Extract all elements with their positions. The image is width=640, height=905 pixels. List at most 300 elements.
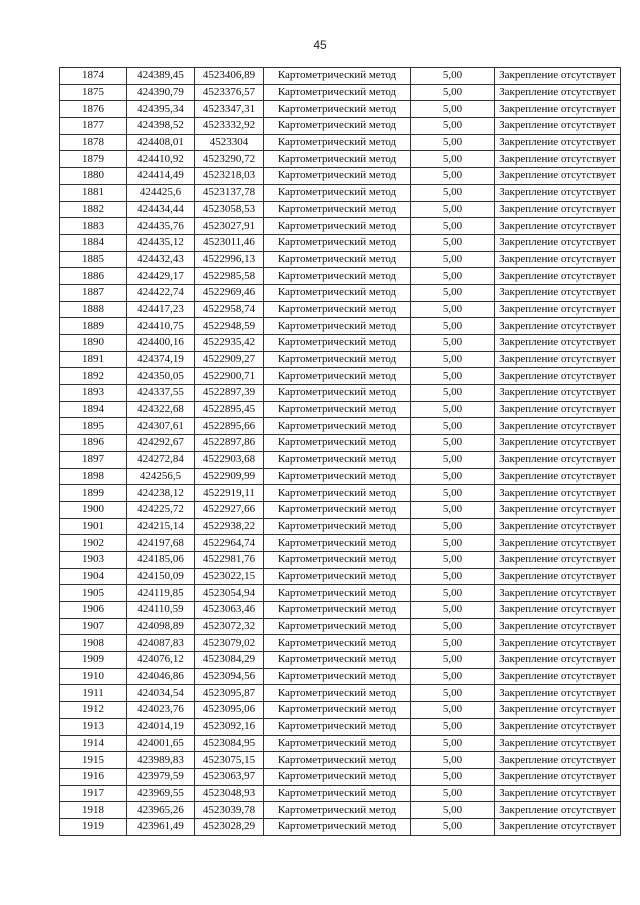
point-number-cell: 1888 xyxy=(60,301,127,318)
fixing-cell: Закрепление отсутствует xyxy=(495,401,621,418)
y-coordinate-cell: 4523304 xyxy=(195,134,264,151)
error-cell: 5,00 xyxy=(411,84,495,101)
x-coordinate-cell: 424435,76 xyxy=(127,218,195,235)
table-row xyxy=(60,585,621,602)
y-coordinate-cell: 4523332,92 xyxy=(195,118,264,135)
table-row xyxy=(60,385,621,402)
point-number-cell: 1899 xyxy=(60,485,127,502)
x-coordinate-cell: 424215,14 xyxy=(127,518,195,535)
x-coordinate-cell: 424087,83 xyxy=(127,635,195,652)
y-coordinate-cell: 4523054,94 xyxy=(195,585,264,602)
table-row xyxy=(60,68,621,85)
y-coordinate-cell: 4523095,87 xyxy=(195,685,264,702)
y-coordinate-cell: 4522981,76 xyxy=(195,551,264,568)
x-coordinate-cell: 424256,5 xyxy=(127,468,195,485)
x-coordinate-cell: 424422,74 xyxy=(127,284,195,301)
fixing-cell: Закрепление отсутствует xyxy=(495,68,621,85)
table-row xyxy=(60,818,621,835)
y-coordinate-cell: 4523039,78 xyxy=(195,802,264,819)
table-row xyxy=(60,151,621,168)
error-cell: 5,00 xyxy=(411,368,495,385)
error-cell: 5,00 xyxy=(411,101,495,118)
y-coordinate-cell: 4522897,86 xyxy=(195,435,264,452)
fixing-cell: Закрепление отсутствует xyxy=(495,568,621,585)
fixing-cell: Закрепление отсутствует xyxy=(495,468,621,485)
y-coordinate-cell: 4523094,56 xyxy=(195,668,264,685)
y-coordinate-cell: 4523011,46 xyxy=(195,234,264,251)
error-cell: 5,00 xyxy=(411,118,495,135)
x-coordinate-cell: 424001,65 xyxy=(127,735,195,752)
fixing-cell: Закрепление отсутствует xyxy=(495,101,621,118)
method-cell: Картометрический метод xyxy=(264,485,411,502)
method-cell: Картометрический метод xyxy=(264,368,411,385)
y-coordinate-cell: 4523290,72 xyxy=(195,151,264,168)
fixing-cell: Закрепление отсутствует xyxy=(495,768,621,785)
point-number-cell: 1878 xyxy=(60,134,127,151)
point-number-cell: 1894 xyxy=(60,401,127,418)
fixing-cell: Закрепление отсутствует xyxy=(495,518,621,535)
method-cell: Картометрический метод xyxy=(264,768,411,785)
y-coordinate-cell: 4523063,46 xyxy=(195,602,264,619)
x-coordinate-cell: 424150,09 xyxy=(127,568,195,585)
table-row xyxy=(60,234,621,251)
table-row xyxy=(60,501,621,518)
error-cell: 5,00 xyxy=(411,318,495,335)
fixing-cell: Закрепление отсутствует xyxy=(495,635,621,652)
error-cell: 5,00 xyxy=(411,184,495,201)
fixing-cell: Закрепление отсутствует xyxy=(495,84,621,101)
coordinates-table xyxy=(59,67,621,836)
method-cell: Картометрический метод xyxy=(264,201,411,218)
fixing-cell: Закрепление отсутствует xyxy=(495,501,621,518)
y-coordinate-cell: 4523048,93 xyxy=(195,785,264,802)
y-coordinate-cell: 4523022,15 xyxy=(195,568,264,585)
y-coordinate-cell: 4522985,58 xyxy=(195,268,264,285)
method-cell: Картометрический метод xyxy=(264,151,411,168)
point-number-cell: 1907 xyxy=(60,618,127,635)
point-number-cell: 1902 xyxy=(60,535,127,552)
fixing-cell: Закрепление отсутствует xyxy=(495,802,621,819)
y-coordinate-cell: 4522938,22 xyxy=(195,518,264,535)
y-coordinate-cell: 4522909,99 xyxy=(195,468,264,485)
table-row xyxy=(60,702,621,719)
fixing-cell: Закрепление отсутствует xyxy=(495,551,621,568)
point-number-cell: 1898 xyxy=(60,468,127,485)
method-cell: Картометрический метод xyxy=(264,435,411,452)
error-cell: 5,00 xyxy=(411,451,495,468)
method-cell: Картометрический метод xyxy=(264,284,411,301)
method-cell: Картометрический метод xyxy=(264,618,411,635)
y-coordinate-cell: 4523347,31 xyxy=(195,101,264,118)
fixing-cell: Закрепление отсутствует xyxy=(495,752,621,769)
x-coordinate-cell: 424390,79 xyxy=(127,84,195,101)
y-coordinate-cell: 4523028,29 xyxy=(195,818,264,835)
fixing-cell: Закрепление отсутствует xyxy=(495,218,621,235)
error-cell: 5,00 xyxy=(411,218,495,235)
method-cell: Картометрический метод xyxy=(264,551,411,568)
error-cell: 5,00 xyxy=(411,635,495,652)
method-cell: Картометрический метод xyxy=(264,652,411,669)
method-cell: Картометрический метод xyxy=(264,685,411,702)
error-cell: 5,00 xyxy=(411,702,495,719)
x-coordinate-cell: 424238,12 xyxy=(127,485,195,502)
x-coordinate-cell: 424225,72 xyxy=(127,501,195,518)
table-row xyxy=(60,535,621,552)
method-cell: Картометрический метод xyxy=(264,351,411,368)
point-number-cell: 1874 xyxy=(60,68,127,85)
point-number-cell: 1892 xyxy=(60,368,127,385)
table-row xyxy=(60,652,621,669)
fixing-cell: Закрепление отсутствует xyxy=(495,451,621,468)
x-coordinate-cell: 424197,68 xyxy=(127,535,195,552)
point-number-cell: 1901 xyxy=(60,518,127,535)
table-row xyxy=(60,568,621,585)
x-coordinate-cell: 424034,54 xyxy=(127,685,195,702)
table-row xyxy=(60,84,621,101)
method-cell: Картометрический метод xyxy=(264,84,411,101)
table-row xyxy=(60,284,621,301)
x-coordinate-cell: 424098,89 xyxy=(127,618,195,635)
method-cell: Картометрический метод xyxy=(264,468,411,485)
x-coordinate-cell: 424337,55 xyxy=(127,385,195,402)
x-coordinate-cell: 424395,34 xyxy=(127,101,195,118)
fixing-cell: Закрепление отсутствует xyxy=(495,284,621,301)
point-number-cell: 1916 xyxy=(60,768,127,785)
x-coordinate-cell: 423989,83 xyxy=(127,752,195,769)
y-coordinate-cell: 4522948,59 xyxy=(195,318,264,335)
point-number-cell: 1914 xyxy=(60,735,127,752)
page-number: 45 xyxy=(313,38,327,52)
coordinates-table-body xyxy=(60,68,621,836)
point-number-cell: 1910 xyxy=(60,668,127,685)
table-row xyxy=(60,451,621,468)
x-coordinate-cell: 424408,01 xyxy=(127,134,195,151)
fixing-cell: Закрепление отсутствует xyxy=(495,618,621,635)
x-coordinate-cell: 424414,49 xyxy=(127,168,195,185)
x-coordinate-cell: 424398,52 xyxy=(127,118,195,135)
x-coordinate-cell: 424417,23 xyxy=(127,301,195,318)
fixing-cell: Закрепление отсутствует xyxy=(495,335,621,352)
y-coordinate-cell: 4523084,29 xyxy=(195,652,264,669)
point-number-cell: 1908 xyxy=(60,635,127,652)
point-number-cell: 1882 xyxy=(60,201,127,218)
point-number-cell: 1911 xyxy=(60,685,127,702)
table-row xyxy=(60,685,621,702)
error-cell: 5,00 xyxy=(411,802,495,819)
y-coordinate-cell: 4522919,11 xyxy=(195,485,264,502)
method-cell: Картометрический метод xyxy=(264,585,411,602)
point-number-cell: 1903 xyxy=(60,551,127,568)
y-coordinate-cell: 4523218,03 xyxy=(195,168,264,185)
y-coordinate-cell: 4523095,06 xyxy=(195,702,264,719)
error-cell: 5,00 xyxy=(411,785,495,802)
method-cell: Картометрический метод xyxy=(264,401,411,418)
method-cell: Картометрический метод xyxy=(264,218,411,235)
method-cell: Картометрический метод xyxy=(264,668,411,685)
point-number-cell: 1880 xyxy=(60,168,127,185)
point-number-cell: 1893 xyxy=(60,385,127,402)
error-cell: 5,00 xyxy=(411,351,495,368)
x-coordinate-cell: 424432,43 xyxy=(127,251,195,268)
table-row xyxy=(60,368,621,385)
error-cell: 5,00 xyxy=(411,735,495,752)
error-cell: 5,00 xyxy=(411,168,495,185)
table-row xyxy=(60,134,621,151)
fixing-cell: Закрепление отсутствует xyxy=(495,385,621,402)
x-coordinate-cell: 424434,44 xyxy=(127,201,195,218)
table-row xyxy=(60,168,621,185)
x-coordinate-cell: 424110,59 xyxy=(127,602,195,619)
method-cell: Картометрический метод xyxy=(264,602,411,619)
y-coordinate-cell: 4523063,97 xyxy=(195,768,264,785)
method-cell: Картометрический метод xyxy=(264,535,411,552)
fixing-cell: Закрепление отсутствует xyxy=(495,168,621,185)
y-coordinate-cell: 4523072,32 xyxy=(195,618,264,635)
x-coordinate-cell: 423965,26 xyxy=(127,802,195,819)
y-coordinate-cell: 4522935,42 xyxy=(195,335,264,352)
fixing-cell: Закрепление отсутствует xyxy=(495,585,621,602)
error-cell: 5,00 xyxy=(411,652,495,669)
method-cell: Картометрический метод xyxy=(264,418,411,435)
point-number-cell: 1905 xyxy=(60,585,127,602)
error-cell: 5,00 xyxy=(411,435,495,452)
y-coordinate-cell: 4522900,71 xyxy=(195,368,264,385)
y-coordinate-cell: 4522969,46 xyxy=(195,284,264,301)
error-cell: 5,00 xyxy=(411,68,495,85)
table-row xyxy=(60,485,621,502)
point-number-cell: 1896 xyxy=(60,435,127,452)
point-number-cell: 1897 xyxy=(60,451,127,468)
x-coordinate-cell: 424023,76 xyxy=(127,702,195,719)
fixing-cell: Закрепление отсутствует xyxy=(495,118,621,135)
point-number-cell: 1906 xyxy=(60,602,127,619)
error-cell: 5,00 xyxy=(411,251,495,268)
point-number-cell: 1875 xyxy=(60,84,127,101)
fixing-cell: Закрепление отсутствует xyxy=(495,485,621,502)
method-cell: Картометрический метод xyxy=(264,101,411,118)
fixing-cell: Закрепление отсутствует xyxy=(495,318,621,335)
y-coordinate-cell: 4523027,91 xyxy=(195,218,264,235)
table-row xyxy=(60,618,621,635)
y-coordinate-cell: 4523137,78 xyxy=(195,184,264,201)
method-cell: Картометрический метод xyxy=(264,234,411,251)
fixing-cell: Закрепление отсутствует xyxy=(495,535,621,552)
method-cell: Картометрический метод xyxy=(264,318,411,335)
method-cell: Картометрический метод xyxy=(264,184,411,201)
point-number-cell: 1917 xyxy=(60,785,127,802)
fixing-cell: Закрепление отсутствует xyxy=(495,735,621,752)
table-row xyxy=(60,802,621,819)
error-cell: 5,00 xyxy=(411,385,495,402)
table-row xyxy=(60,735,621,752)
point-number-cell: 1884 xyxy=(60,234,127,251)
fixing-cell: Закрепление отсутствует xyxy=(495,251,621,268)
fixing-cell: Закрепление отсутствует xyxy=(495,351,621,368)
point-number-cell: 1885 xyxy=(60,251,127,268)
fixing-cell: Закрепление отсутствует xyxy=(495,268,621,285)
table-row xyxy=(60,184,621,201)
error-cell: 5,00 xyxy=(411,685,495,702)
method-cell: Картометрический метод xyxy=(264,451,411,468)
method-cell: Картометрический метод xyxy=(264,501,411,518)
error-cell: 5,00 xyxy=(411,418,495,435)
table-row xyxy=(60,418,621,435)
y-coordinate-cell: 4523075,15 xyxy=(195,752,264,769)
y-coordinate-cell: 4523092,16 xyxy=(195,718,264,735)
x-coordinate-cell: 424292,67 xyxy=(127,435,195,452)
x-coordinate-cell: 424389,45 xyxy=(127,68,195,85)
method-cell: Картометрический метод xyxy=(264,168,411,185)
y-coordinate-cell: 4522895,66 xyxy=(195,418,264,435)
fixing-cell: Закрепление отсутствует xyxy=(495,652,621,669)
fixing-cell: Закрепление отсутствует xyxy=(495,234,621,251)
error-cell: 5,00 xyxy=(411,602,495,619)
fixing-cell: Закрепление отсутствует xyxy=(495,368,621,385)
point-number-cell: 1918 xyxy=(60,802,127,819)
method-cell: Картометрический метод xyxy=(264,735,411,752)
table-row xyxy=(60,468,621,485)
table-row xyxy=(60,785,621,802)
x-coordinate-cell: 424185,06 xyxy=(127,551,195,568)
point-number-cell: 1915 xyxy=(60,752,127,769)
point-number-cell: 1891 xyxy=(60,351,127,368)
table-row xyxy=(60,768,621,785)
fixing-cell: Закрепление отсутствует xyxy=(495,718,621,735)
point-number-cell: 1879 xyxy=(60,151,127,168)
table-row xyxy=(60,551,621,568)
table-row xyxy=(60,668,621,685)
table-row xyxy=(60,435,621,452)
x-coordinate-cell: 423979,59 xyxy=(127,768,195,785)
y-coordinate-cell: 4523406,89 xyxy=(195,68,264,85)
table-row xyxy=(60,518,621,535)
method-cell: Картометрический метод xyxy=(264,818,411,835)
error-cell: 5,00 xyxy=(411,818,495,835)
x-coordinate-cell: 424410,92 xyxy=(127,151,195,168)
point-number-cell: 1919 xyxy=(60,818,127,835)
fixing-cell: Закрепление отсутствует xyxy=(495,151,621,168)
point-number-cell: 1900 xyxy=(60,501,127,518)
x-coordinate-cell: 424307,61 xyxy=(127,418,195,435)
table-row xyxy=(60,101,621,118)
error-cell: 5,00 xyxy=(411,301,495,318)
y-coordinate-cell: 4522909,27 xyxy=(195,351,264,368)
error-cell: 5,00 xyxy=(411,485,495,502)
table-row xyxy=(60,351,621,368)
x-coordinate-cell: 423961,49 xyxy=(127,818,195,835)
error-cell: 5,00 xyxy=(411,535,495,552)
point-number-cell: 1883 xyxy=(60,218,127,235)
method-cell: Картометрический метод xyxy=(264,785,411,802)
point-number-cell: 1877 xyxy=(60,118,127,135)
y-coordinate-cell: 4523079,02 xyxy=(195,635,264,652)
table-row xyxy=(60,401,621,418)
x-coordinate-cell: 424410,75 xyxy=(127,318,195,335)
method-cell: Картометрический метод xyxy=(264,702,411,719)
table-row xyxy=(60,118,621,135)
method-cell: Картометрический метод xyxy=(264,268,411,285)
x-coordinate-cell: 424119,85 xyxy=(127,585,195,602)
y-coordinate-cell: 4523376,57 xyxy=(195,84,264,101)
x-coordinate-cell: 424429,17 xyxy=(127,268,195,285)
point-number-cell: 1909 xyxy=(60,652,127,669)
table-row xyxy=(60,718,621,735)
method-cell: Картометрический метод xyxy=(264,251,411,268)
table-row xyxy=(60,752,621,769)
error-cell: 5,00 xyxy=(411,151,495,168)
method-cell: Картометрический метод xyxy=(264,335,411,352)
error-cell: 5,00 xyxy=(411,501,495,518)
method-cell: Картометрический метод xyxy=(264,718,411,735)
error-cell: 5,00 xyxy=(411,268,495,285)
error-cell: 5,00 xyxy=(411,134,495,151)
method-cell: Картометрический метод xyxy=(264,635,411,652)
error-cell: 5,00 xyxy=(411,668,495,685)
x-coordinate-cell: 423969,55 xyxy=(127,785,195,802)
y-coordinate-cell: 4522897,39 xyxy=(195,385,264,402)
method-cell: Картометрический метод xyxy=(264,301,411,318)
x-coordinate-cell: 424272,84 xyxy=(127,451,195,468)
fixing-cell: Закрепление отсутствует xyxy=(495,301,621,318)
y-coordinate-cell: 4523058,53 xyxy=(195,201,264,218)
x-coordinate-cell: 424046,86 xyxy=(127,668,195,685)
method-cell: Картометрический метод xyxy=(264,752,411,769)
point-number-cell: 1904 xyxy=(60,568,127,585)
error-cell: 5,00 xyxy=(411,201,495,218)
table-row xyxy=(60,251,621,268)
error-cell: 5,00 xyxy=(411,551,495,568)
fixing-cell: Закрепление отсутствует xyxy=(495,668,621,685)
table-row xyxy=(60,268,621,285)
x-coordinate-cell: 424374,19 xyxy=(127,351,195,368)
error-cell: 5,00 xyxy=(411,618,495,635)
table-row xyxy=(60,602,621,619)
error-cell: 5,00 xyxy=(411,718,495,735)
x-coordinate-cell: 424425,6 xyxy=(127,184,195,201)
table-row xyxy=(60,218,621,235)
x-coordinate-cell: 424076,12 xyxy=(127,652,195,669)
fixing-cell: Закрепление отсутствует xyxy=(495,702,621,719)
fixing-cell: Закрепление отсутствует xyxy=(495,685,621,702)
table-row xyxy=(60,301,621,318)
fixing-cell: Закрепление отсутствует xyxy=(495,818,621,835)
x-coordinate-cell: 424350,05 xyxy=(127,368,195,385)
error-cell: 5,00 xyxy=(411,568,495,585)
method-cell: Картометрический метод xyxy=(264,518,411,535)
method-cell: Картометрический метод xyxy=(264,68,411,85)
y-coordinate-cell: 4522996,13 xyxy=(195,251,264,268)
error-cell: 5,00 xyxy=(411,234,495,251)
error-cell: 5,00 xyxy=(411,585,495,602)
error-cell: 5,00 xyxy=(411,768,495,785)
error-cell: 5,00 xyxy=(411,335,495,352)
x-coordinate-cell: 424400,16 xyxy=(127,335,195,352)
point-number-cell: 1913 xyxy=(60,718,127,735)
table-row xyxy=(60,318,621,335)
y-coordinate-cell: 4522964,74 xyxy=(195,535,264,552)
x-coordinate-cell: 424014,19 xyxy=(127,718,195,735)
point-number-cell: 1895 xyxy=(60,418,127,435)
error-cell: 5,00 xyxy=(411,752,495,769)
method-cell: Картометрический метод xyxy=(264,568,411,585)
fixing-cell: Закрепление отсутствует xyxy=(495,435,621,452)
point-number-cell: 1881 xyxy=(60,184,127,201)
error-cell: 5,00 xyxy=(411,401,495,418)
error-cell: 5,00 xyxy=(411,468,495,485)
fixing-cell: Закрепление отсутствует xyxy=(495,418,621,435)
fixing-cell: Закрепление отсутствует xyxy=(495,602,621,619)
method-cell: Картометрический метод xyxy=(264,802,411,819)
